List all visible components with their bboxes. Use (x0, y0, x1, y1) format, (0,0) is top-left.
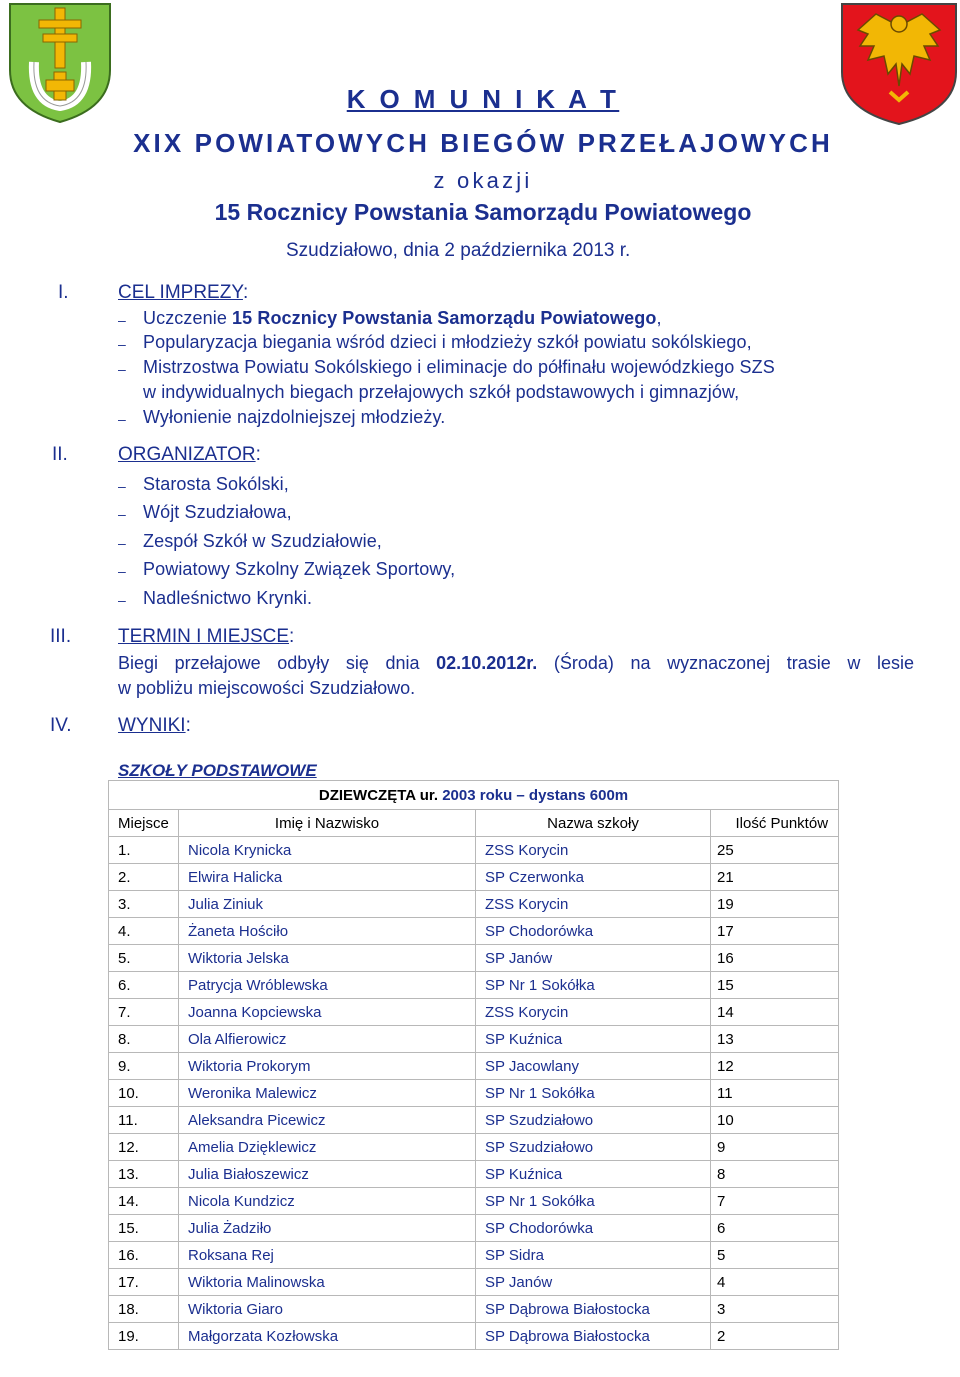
organizer-item: Zespół Szkół w Szudziałowie, (143, 531, 382, 551)
school-cell: SP Dąbrowa Białostocka (476, 1296, 711, 1323)
organizer-item: Powiatowy Szkolny Związek Sportowy, (143, 559, 456, 579)
table-row (109, 1188, 839, 1215)
time-place-line-1: Biegi przełajowe odbyły się dnia 02.10.2012r. (Środa) na wyznaczonej trasie w lesie (118, 653, 914, 673)
school-cell: SP Janów (476, 1269, 711, 1296)
table-row (109, 837, 839, 864)
goal-item: Mistrzostwa Powiatu Sokólskiego i eliminacje do półfinału wojewódzkiego SZS (143, 357, 775, 377)
date-line: Szudziałowo, dnia 2 października 2013 r. (286, 240, 631, 261)
section-number-3: III. (50, 626, 72, 647)
goal-item: Popularyzacja biegania wśród dzieci i młodzieży szkół powiatu sokólskiego, (143, 332, 752, 352)
school-cell: SP Chodorówka (476, 918, 711, 945)
place-cell: 17. (109, 1269, 179, 1296)
points-cell: 2 (711, 1323, 839, 1350)
place-cell: 12. (109, 1134, 179, 1161)
place-cell: 15. (109, 1215, 179, 1242)
place-cell: 5. (109, 945, 179, 972)
school-cell: SP Janów (476, 945, 711, 972)
points-cell: 19 (711, 891, 839, 918)
name-cell: Żaneta Hościło (179, 918, 476, 945)
school-cell: SP Kuźnica (476, 1026, 711, 1053)
table-row (109, 1296, 839, 1323)
name-cell: Wiktoria Prokorym (179, 1053, 476, 1080)
name-cell: Ola Alfierowicz (179, 1026, 476, 1053)
name-cell: Julia Ziniuk (179, 891, 476, 918)
school-cell: SP Czerwonka (476, 864, 711, 891)
table-row (109, 864, 839, 891)
name-cell: Wiktoria Jelska (179, 945, 476, 972)
goal-item: Uczczenie 15 Rocznicy Powstania Samorządu Powiatowego, (143, 308, 662, 328)
column-header-place: Miejsce (109, 810, 179, 837)
name-cell: Joanna Kopciewska (179, 999, 476, 1026)
table-row (109, 1215, 839, 1242)
school-cell: SP Sidra (476, 1242, 711, 1269)
place-cell: 1. (109, 837, 179, 864)
goal-item-continuation: w indywidualnych biegach przełajowych szkół podstawowych i gimnazjów, (143, 382, 740, 402)
school-cell: SP Szudziałowo (476, 1107, 711, 1134)
points-cell: 3 (711, 1296, 839, 1323)
name-cell: Nicola Krynicka (179, 837, 476, 864)
place-cell: 9. (109, 1053, 179, 1080)
goal-item: Wyłonienie najzdolniejszej młodzieży. (143, 407, 446, 427)
name-cell: Elwira Halicka (179, 864, 476, 891)
section-number-1: I. (58, 282, 69, 303)
place-cell: 4. (109, 918, 179, 945)
list-bullet: – (118, 563, 126, 579)
name-cell: Nicola Kundzicz (179, 1188, 476, 1215)
table-row (109, 1323, 839, 1350)
table-row (109, 1134, 839, 1161)
school-cell: SP Kuźnica (476, 1161, 711, 1188)
table-row (109, 891, 839, 918)
table-row (109, 1242, 839, 1269)
section-heading-results: WYNIKI: (118, 715, 191, 736)
table-caption-row (109, 781, 839, 810)
table-header-row (109, 810, 839, 837)
school-cell: SP Nr 1 Sokółka (476, 1080, 711, 1107)
points-cell: 12 (711, 1053, 839, 1080)
school-cell: SP Szudziałowo (476, 1134, 711, 1161)
table-row (109, 1080, 839, 1107)
points-cell: 13 (711, 1026, 839, 1053)
list-bullet: – (118, 592, 126, 608)
section-heading-goal: CEL IMPREZY: (118, 282, 249, 303)
table-row (109, 1026, 839, 1053)
name-cell: Małgorzata Kozłowska (179, 1323, 476, 1350)
table-row (109, 972, 839, 999)
anniversary-line: 15 Rocznicy Powstania Samorządu Powiatowego (214, 199, 752, 225)
name-cell: Wiktoria Giaro (179, 1296, 476, 1323)
points-cell: 5 (711, 1242, 839, 1269)
section-heading-time-place: TERMIN I MIEJSCE: (118, 626, 295, 647)
list-bullet: – (118, 361, 126, 377)
points-cell: 11 (711, 1080, 839, 1107)
place-cell: 16. (109, 1242, 179, 1269)
name-cell: Amelia Dzięklewicz (179, 1134, 476, 1161)
points-cell: 21 (711, 864, 839, 891)
points-cell: 9 (711, 1134, 839, 1161)
time-place-line-2: w pobliżu miejscowości Szudziałowo. (118, 678, 416, 698)
school-cell: SP Dąbrowa Białostocka (476, 1323, 711, 1350)
name-cell: Patrycja Wróblewska (179, 972, 476, 999)
points-cell: 16 (711, 945, 839, 972)
place-cell: 6. (109, 972, 179, 999)
section-number-2: II. (52, 444, 68, 465)
points-cell: 6 (711, 1215, 839, 1242)
organizer-item: Nadleśnictwo Krynki. (143, 588, 313, 608)
points-cell: 15 (711, 972, 839, 999)
place-cell: 19. (109, 1323, 179, 1350)
table-row (109, 1161, 839, 1188)
category-heading: SZKOŁY PODSTAWOWE (118, 761, 317, 780)
name-cell: Roksana Rej (179, 1242, 476, 1269)
table-row (109, 999, 839, 1026)
list-bullet: – (118, 535, 126, 551)
points-cell: 14 (711, 999, 839, 1026)
table-row (109, 945, 839, 972)
school-cell: SP Chodorówka (476, 1215, 711, 1242)
name-cell: Julia Białoszewicz (179, 1161, 476, 1188)
points-cell: 17 (711, 918, 839, 945)
place-cell: 2. (109, 864, 179, 891)
column-header-school: Nazwa szkoły (476, 810, 711, 837)
school-cell: SP Nr 1 Sokółka (476, 1188, 711, 1215)
table-row (109, 918, 839, 945)
occasion-line: z okazji (433, 168, 533, 193)
school-cell: ZSS Korycin (476, 891, 711, 918)
event-title: XIX POWIATOWYCH BIEGÓW PRZEŁAJOWYCH (133, 128, 833, 158)
list-bullet: – (118, 478, 126, 494)
name-cell: Wiktoria Malinowska (179, 1269, 476, 1296)
table-row (109, 1107, 839, 1134)
table-caption: DZIEWCZĘTA ur. 2003 roku – dystans 600m (109, 781, 839, 810)
place-cell: 3. (109, 891, 179, 918)
document-title: K O M U N I K A T (346, 84, 620, 114)
column-header-points: Ilość Punktów (711, 810, 839, 837)
place-cell: 14. (109, 1188, 179, 1215)
school-cell: SP Nr 1 Sokółka (476, 972, 711, 999)
points-cell: 10 (711, 1107, 839, 1134)
points-cell: 25 (711, 837, 839, 864)
results-body (109, 837, 839, 1350)
table-row (109, 1053, 839, 1080)
place-cell: 13. (109, 1161, 179, 1188)
name-cell: Julia Żadziło (179, 1215, 476, 1242)
column-header-name: Imię i Nazwisko (179, 810, 476, 837)
name-cell: Weronika Malewicz (179, 1080, 476, 1107)
organizer-item: Starosta Sokólski, (143, 474, 289, 494)
school-cell: ZSS Korycin (476, 999, 711, 1026)
section-number-4: IV. (50, 715, 72, 736)
organizer-item: Wójt Szudziałowa, (143, 502, 292, 522)
list-bullet: – (118, 312, 126, 328)
place-cell: 18. (109, 1296, 179, 1323)
section-heading-organizer: ORGANIZATOR: (118, 444, 261, 465)
points-cell: 7 (711, 1188, 839, 1215)
list-bullet: – (118, 336, 126, 352)
place-cell: 11. (109, 1107, 179, 1134)
place-cell: 8. (109, 1026, 179, 1053)
school-cell: SP Jacowlany (476, 1053, 711, 1080)
place-cell: 10. (109, 1080, 179, 1107)
list-bullet: – (118, 411, 126, 427)
school-cell: ZSS Korycin (476, 837, 711, 864)
table-row (109, 1269, 839, 1296)
name-cell: Aleksandra Picewicz (179, 1107, 476, 1134)
points-cell: 4 (711, 1269, 839, 1296)
list-bullet: – (118, 506, 126, 522)
place-cell: 7. (109, 999, 179, 1026)
points-cell: 8 (711, 1161, 839, 1188)
results-table (108, 780, 839, 1350)
